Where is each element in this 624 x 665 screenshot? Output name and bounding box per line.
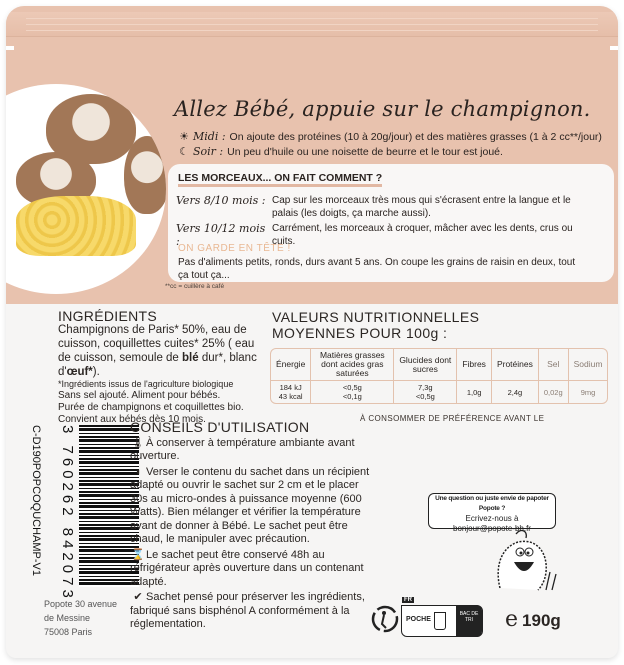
advice-item: 🌡À conserver à température ambiante avant ouverture. (130, 436, 355, 462)
thermometer-icon: 🌡 (131, 436, 145, 449)
col-sel: Sel (539, 349, 569, 381)
col-energie: Énergie (271, 349, 311, 381)
val-proteines: 2,4g (492, 381, 539, 403)
pouch-icon (434, 612, 446, 630)
mascot-illustration (490, 528, 560, 592)
col-proteines: Protéines (492, 349, 539, 381)
info-line: Sans sel ajouté. Aliment pour bébés. (58, 390, 221, 401)
triman-recycle-icon (370, 604, 400, 634)
garde-text: Pas d'aliments petits, ronds, durs avant 5 ans. On coupe les grains de raisin en deux, tout ça tout ça... (178, 257, 576, 281)
advice-item: ⌛Le sachet peut être conservé 48h au réfrigérateur après ouverture dans un contenant adapté. (130, 548, 364, 588)
tear-notch-right (610, 46, 618, 50)
info-line: Purée de champignons et coquillettes bio. (58, 402, 244, 413)
tear-notch-left (6, 46, 14, 50)
garde-title: ON GARDE EN TÊTE ! (178, 243, 291, 254)
sorting-info: POCHE BAC DE TRI (401, 605, 483, 637)
advice-item: ✔ Sachet pensé pour préserver les ingrédients, fabriqué sans bisphénol A conformément à la réglementation. (130, 591, 365, 630)
product-photo (6, 84, 166, 294)
info-line: Convient aux bébés dès 10 mois. (58, 414, 206, 425)
val-energie: 184 kJ 43 kcal (271, 381, 311, 403)
sun-icon: ☀ (179, 131, 189, 143)
estimated-sign-icon: e (505, 607, 519, 632)
contact-email[interactable]: bonjour@popote-bb.fr (453, 524, 531, 533)
usage-title: CONSEILS D'UTILISATION (130, 419, 310, 435)
barcode (24, 425, 124, 602)
pasta-image (16, 196, 136, 256)
pink-top-panel (6, 6, 618, 304)
stage-8-10: Vers 8/10 mois : Cap sur les morceaux très mous qui s'écrasent entre la langue et le palais (les doigts, ça marche aussi). (176, 194, 571, 219)
country-tag: FR (404, 597, 412, 603)
moon-icon: ☾ (179, 146, 189, 158)
hourglass-icon: ⌛ (131, 548, 145, 561)
val-matieres-grasses: <0,5g <0,1g (311, 381, 394, 403)
morceaux-card (168, 164, 614, 282)
nutrition-title: VALEURS NUTRITIONNELLES MOYENNES POUR 100g : (272, 309, 480, 341)
ingredients-title: INGRÉDIENTS (58, 308, 157, 324)
zip-seal (6, 12, 618, 37)
col-sodium: Sodium (569, 349, 608, 381)
val-glucides: 7,3g <0,5g (394, 381, 457, 403)
soir-note: ☾ Soir : Un peu d'huile ou une noisette de beurre et le tour est joué. (179, 145, 503, 158)
val-sodium: 9mg (580, 387, 596, 397)
ingredients-list: Champignons de Paris* 50%, eau de cuisson, coquillettes cuites* 25% ( eau de cuisson, semoule de blé dur*, blanc d'œuf*). (58, 324, 257, 378)
bio-note: *Ingrédients issus de l'agriculture biologique (58, 379, 234, 389)
nutrition-table (270, 348, 608, 404)
address: Popote 30 avenue de Messine 75008 Paris (44, 599, 118, 637)
mushroom-image (124, 136, 166, 214)
product-code: C-D190POPCOQUCHAMP-V1 (30, 425, 42, 576)
checkmark-icon: ✔ (133, 591, 143, 603)
col-matieres-grasses: Matières grasses dont acides gras saturées (311, 349, 394, 381)
col-fibres: Fibres (457, 349, 492, 381)
headline: Allez Bébé, appuie sur le champignon. (174, 97, 591, 121)
advice-item: ◖ Verser le contenu du sachet dans un récipient adapté ou ouvrir le sachet sur 2 cm et le placer 30s au micro-ondes à puissance moyenne (600 Watts). Bien mélanger et vérifier la température avant de donner à Bébé. Le sachet peut être chaud, le manipuler avec précaution. (130, 465, 370, 545)
val-fibres: 1,0g (457, 381, 492, 403)
net-weight: e 190g (505, 607, 561, 632)
barcode-number: 3 760262 842073 (59, 425, 76, 602)
midi-note: ☀ Midi : On ajoute des protéines (10 à 20g/jour) et des matières grasses (1 à 2 cc**/jour) (179, 130, 602, 143)
saucepan-icon: ◖ (134, 465, 142, 478)
card-title: LES MORCEAUX... ON FAIT COMMENT ? (178, 172, 382, 187)
stage-10-12: Vers 10/12 mois :Carrément, les morceaux à croquer, mâcher avec les dents, crus ou cuits. (176, 222, 573, 248)
contact-bubble: Une question ou juste envie de papoter Popote ? Ecrivez-nous à bonjour@popote-bb.fr (428, 493, 556, 529)
usage-advice-section (130, 421, 375, 634)
col-glucides: Glucides dont sucres (394, 349, 457, 381)
best-before-label: À CONSOMMER DE PRÉFÉRENCE AVANT LE (360, 414, 545, 423)
footnote: **cc = cuillère à café (165, 283, 225, 290)
sorting-bin-icon: BAC DE TRI (456, 605, 482, 637)
val-sel: 0,02g (539, 381, 569, 403)
ingredients-section (58, 309, 268, 426)
